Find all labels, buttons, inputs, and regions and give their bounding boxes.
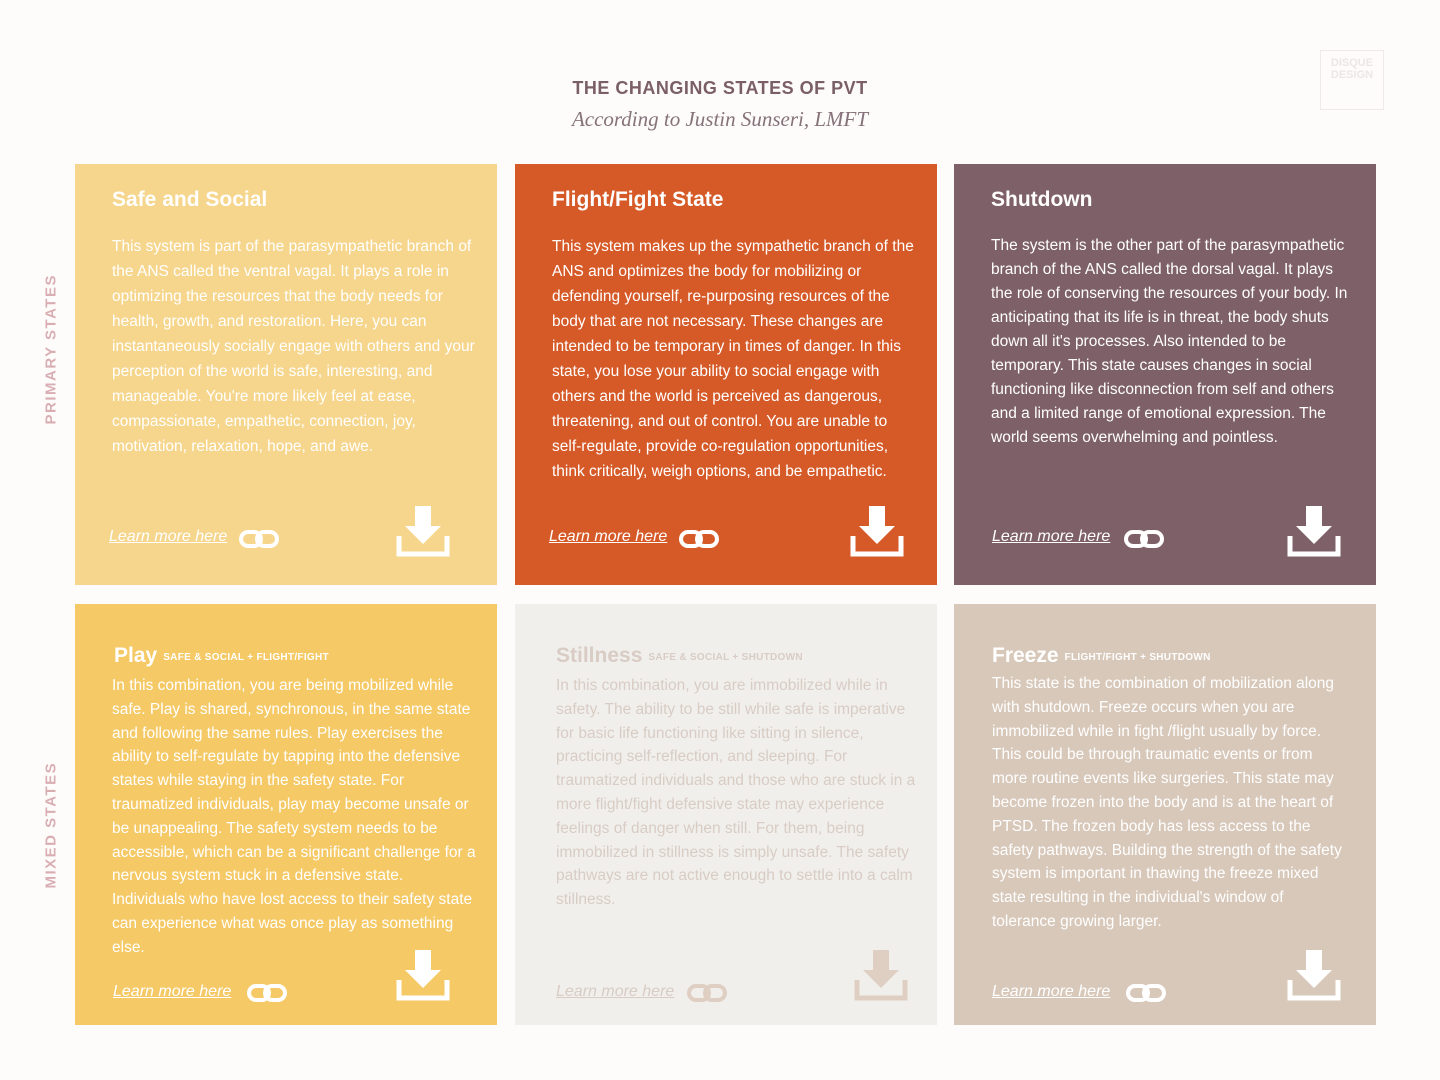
card-body: In this combination, you are being mobilized while safe. Play is shared, synchronous, in the same state and following the same rules. Play exercises the ability to self-regulate by tapping into the defensive states while staying in the safety state. For traumatized individuals, play may become unsafe or be unappealing. The safety system needs to be accessible, which can be a significant challenge for a nervous system stuck in a defensive state. Individuals who have lost access to their safety state can experience what was once play as something else. bbox=[112, 677, 476, 956]
card-title: Safe and Social bbox=[112, 188, 268, 211]
card-shutdown bbox=[954, 164, 1376, 585]
card-body: This state is the combination of mobilization along with shutdown. Freeze occurs when you are immobilized while in fight /flight usually by force. This could be through traumatic events or from more routine events like surgeries. This state may become frozen into the body and is at the heart of PTSD. The frozen body has less access to the safety pathways. Building the strength of the safety system is important in thawing the freeze mixed state resulting in the individual's window of tolerance growing larger. bbox=[992, 675, 1342, 930]
card-title: Play SAFE & SOCIAL + FLIGHT/FIGHT bbox=[114, 644, 329, 667]
card-body: In this combination, you are immobilized while in safety. The ability to be still while safe is imperative for basic life functioning like sitting in silence, practicing self-reflection, and sleeping. For traumatized individuals and those who are stuck in a more flight/fight defensive state may experience feelings of danger when still. For them, being immobilized in stillness is simply unsafe. The safety pathways are not active enough to settle into a calm stillness. bbox=[556, 677, 916, 909]
download-icon[interactable] bbox=[1286, 504, 1342, 560]
learn-more-link[interactable]: Learn more here bbox=[549, 528, 668, 545]
row-label-mixed: MIXED STATES bbox=[42, 761, 60, 889]
card-title: Flight/Fight State bbox=[552, 188, 724, 211]
download-icon[interactable] bbox=[853, 948, 909, 1004]
row-label-primary: PRIMARY STATES bbox=[42, 274, 60, 425]
link-icon[interactable] bbox=[247, 982, 287, 1004]
link-icon[interactable] bbox=[679, 528, 719, 550]
link-icon[interactable] bbox=[239, 528, 279, 550]
card-title: Shutdown bbox=[991, 188, 1093, 211]
card-body: This system makes up the sympathetic branch of the ANS and optimizes the body for mobilizing or defending yourself, re-purposing resources of the body that are not necessary. These changes are intended to be temporary in times of danger. In this state, you lose your ability to social engage with others and the world is perceived as dangerous, threatening, and out of control. You are unable to self-regulate, provide co-regulation opportunities, think critically, weigh options, and be empathetic. bbox=[552, 238, 914, 480]
learn-more-link[interactable]: Learn more here bbox=[109, 528, 228, 545]
page-title: THE CHANGING STATES OF PVT bbox=[572, 78, 868, 98]
card-body: The system is the other part of the parasympathetic branch of the ANS called the dorsal vagal. It plays the role of conserving the resources of your body. In anticipating that its life is in threat, the body shuts down all it's processes. Also intended to be temporary. This state causes changes in social functioning like disconnection from self and others and a limited range of emotional expression. The world seems overwhelming and pointless. bbox=[991, 237, 1348, 446]
link-icon[interactable] bbox=[1126, 982, 1166, 1004]
download-icon[interactable] bbox=[1286, 948, 1342, 1004]
download-icon[interactable] bbox=[395, 948, 451, 1004]
card-title: Freeze FLIGHT/FIGHT + SHUTDOWN bbox=[992, 644, 1211, 667]
card-body: This system is part of the parasympathetic branch of the ANS called the ventral vagal. It plays a role in optimizing the resources that the body needs for health, growth, and restoration. Here, you can instantaneously socially engage with others and your perception of the world is safe, interesting, and manageable. You're more likely feel at ease, compassionate, empathetic, connection, joy, motivation, relaxation, hope, and awe. bbox=[112, 238, 475, 455]
learn-more-link[interactable]: Learn more here bbox=[992, 528, 1111, 545]
card-stillness bbox=[515, 604, 937, 1025]
brand-logo: DISQUE DESIGN bbox=[1320, 50, 1384, 110]
learn-more-link[interactable]: Learn more here bbox=[113, 983, 232, 1000]
header bbox=[0, 78, 1440, 132]
card-play bbox=[75, 604, 497, 1025]
card-title: Stillness SAFE & SOCIAL + SHUTDOWN bbox=[556, 644, 803, 667]
card-freeze bbox=[954, 604, 1376, 1025]
card-safe-and-social bbox=[75, 164, 497, 585]
learn-more-link[interactable]: Learn more here bbox=[992, 983, 1111, 1000]
card-tag: SAFE & SOCIAL + SHUTDOWN bbox=[648, 652, 803, 663]
link-icon[interactable] bbox=[1124, 528, 1164, 550]
link-icon[interactable] bbox=[687, 982, 727, 1004]
download-icon[interactable] bbox=[395, 504, 451, 560]
card-tag: SAFE & SOCIAL + FLIGHT/FIGHT bbox=[163, 652, 329, 663]
card-flight-fight bbox=[515, 164, 937, 585]
download-icon[interactable] bbox=[849, 504, 905, 560]
page-subtitle: According to Justin Sunseri, LMFT bbox=[571, 107, 869, 131]
card-tag: FLIGHT/FIGHT + SHUTDOWN bbox=[1064, 652, 1211, 663]
learn-more-link[interactable]: Learn more here bbox=[556, 983, 675, 1000]
